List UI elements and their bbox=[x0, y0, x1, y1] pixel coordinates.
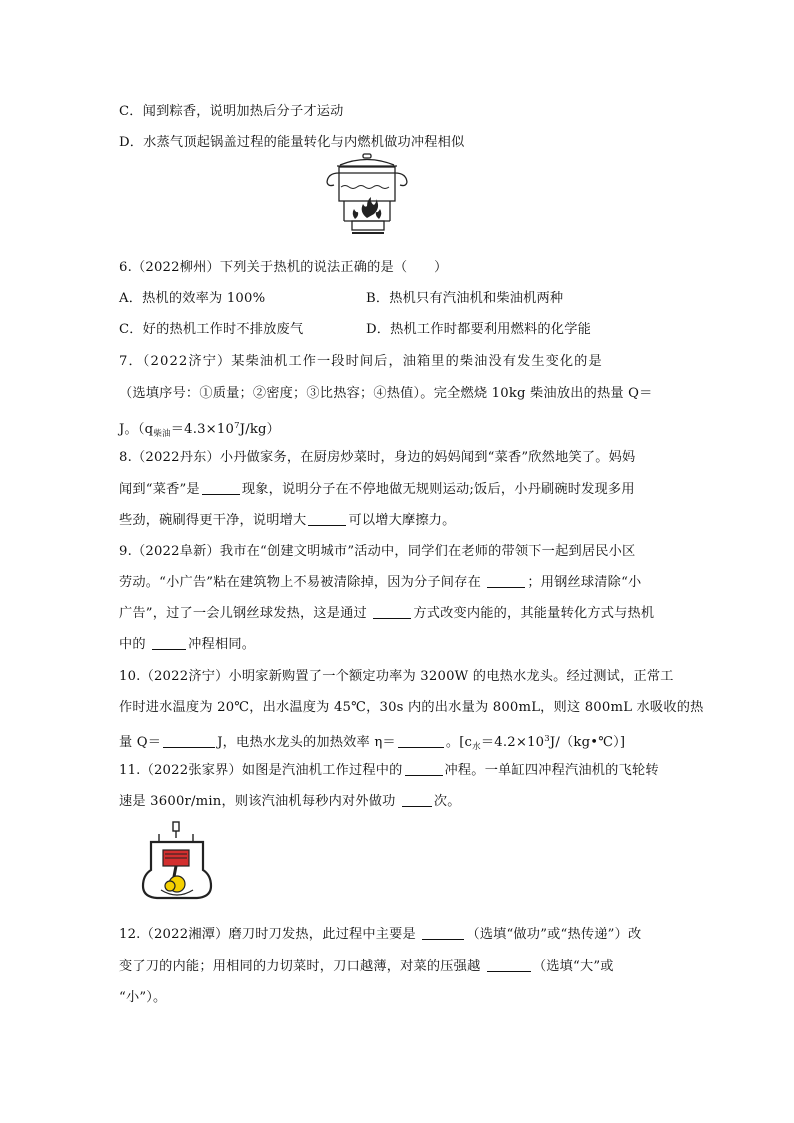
q12-blank-2[interactable] bbox=[487, 957, 531, 972]
q11-text: 次。 bbox=[433, 794, 461, 809]
q5-option-d: D．水蒸气顶起锅盖过程的能量转化与内燃机做功冲程相似 bbox=[119, 135, 465, 150]
q10-blank-2[interactable] bbox=[398, 733, 444, 748]
q11-text: 冲程。一单缸四冲程汽油机的飞轮转 bbox=[444, 763, 659, 778]
q10-text: J/（kg•℃）] bbox=[549, 735, 626, 750]
q9-line-2 bbox=[119, 573, 641, 593]
q12-line-1 bbox=[119, 925, 641, 945]
q10-superscript: 3 bbox=[544, 734, 550, 744]
q9-text: 劳动。“小广告”粘在建筑物上不易被清除掉，因为分子间存在 bbox=[119, 575, 486, 590]
q10-subscript: 水 bbox=[472, 742, 481, 752]
q10-line-2: 作时进水温度为 20℃，出水温度为 45℃，30s 内的出水量为 800mL，则这 800mL 水吸收的热 bbox=[119, 700, 704, 715]
q8-line-2 bbox=[119, 480, 635, 500]
q9-text: 方式改变内能的，其能量转化方式与热机 bbox=[413, 606, 655, 621]
q9-line-4 bbox=[119, 635, 255, 655]
q7-text: J。（q bbox=[119, 422, 154, 437]
q6-option-c: C．好的热机工作时不排放废气 bbox=[119, 322, 304, 337]
q6-option-b: B．热机只有汽油机和柴油机两种 bbox=[366, 291, 564, 306]
steam-pot-figure bbox=[322, 151, 412, 236]
engine-cylinder-figure bbox=[137, 820, 217, 900]
q8-line-1: 8.（2022丹东）小丹做家务，在厨房炒菜时，身边的妈妈闻到“菜香”欣然地笑了。妈妈 bbox=[119, 450, 636, 465]
q10-text: J，电热水龙头的加热效率 η＝ bbox=[217, 735, 396, 750]
q11-blank-2[interactable] bbox=[402, 792, 432, 807]
q12-line-3: “小”）。 bbox=[119, 990, 167, 1005]
q7-line-1: 7．（2022济宁）某柴油机工作一段时间后，油箱里的柴油没有发生变化的是 bbox=[119, 354, 603, 369]
q7-text: ＝4.3×10 bbox=[170, 422, 235, 437]
q8-text: 可以增大摩擦力。 bbox=[348, 513, 456, 528]
q9-text: 冲程相同。 bbox=[188, 637, 256, 652]
q12-text: 12.（2022湘潭）磨刀时刀发热，此过程中主要是 bbox=[119, 927, 421, 942]
q7-superscript: 7 bbox=[234, 421, 240, 431]
q5-option-c: C．闻到粽香，说明加热后分子才运动 bbox=[119, 104, 344, 119]
q12-text: 变了刀的内能；用相同的力切菜时，刀口越薄，对菜的压强越 bbox=[119, 959, 485, 974]
q11-line-1 bbox=[119, 761, 659, 781]
q10-line-1: 10.（2022济宁）小明家新购置了一个额定功率为 3200W 的电热水龙头。经过测试，正常工 bbox=[119, 669, 674, 684]
q11-text: 速是 3600r/min，则该汽油机每秒内对外做功 bbox=[119, 794, 400, 809]
q7-line-2: （选填序号：①质量；②密度；③比热容；④热值）。完全燃烧 10kg 柴油放出的热量 Q＝ bbox=[119, 386, 653, 401]
q10-text: ＝4.2×10 bbox=[480, 735, 545, 750]
q10-text: 量 Q＝ bbox=[119, 735, 162, 750]
q12-text: （选填“做功”或“热传递”）改 bbox=[466, 927, 642, 942]
q12-blank-1[interactable] bbox=[422, 925, 464, 940]
q11-blank-1[interactable] bbox=[405, 761, 443, 776]
q9-line-3 bbox=[119, 604, 654, 624]
q6-stem: 6.（2022柳州）下列关于热机的说法正确的是（ ） bbox=[119, 260, 448, 275]
q12-text: （选填“大”或 bbox=[532, 959, 614, 974]
q9-blank-3[interactable] bbox=[152, 635, 186, 650]
q11-text: 11.（2022张家界）如图是汽油机工作过程中的 bbox=[119, 763, 403, 778]
q9-text: 广告”，过了一会儿钢丝球发热，这是通过 bbox=[119, 606, 372, 621]
q9-blank-2[interactable] bbox=[373, 604, 411, 619]
q7-line-3 bbox=[119, 416, 280, 444]
q9-blank-1[interactable] bbox=[487, 573, 525, 588]
q8-text: 闻到“菜香”是 bbox=[119, 482, 200, 497]
q9-text: 中的 bbox=[119, 637, 151, 652]
q7-subscript: 柴油 bbox=[153, 429, 171, 439]
q8-line-3 bbox=[119, 511, 456, 531]
q7-text: J/kg） bbox=[239, 422, 281, 437]
q12-line-2 bbox=[119, 957, 614, 977]
q11-line-2 bbox=[119, 792, 461, 812]
q9-line-1: 9.（2022阜新）我市在“创建文明城市”活动中，同学们在老师的带领下一起到居民小区 bbox=[119, 544, 636, 559]
q8-blank-2[interactable] bbox=[308, 511, 346, 526]
q6-option-a: A．热机的效率为 100% bbox=[119, 291, 266, 306]
q9-text: ；用钢丝球清除“小 bbox=[527, 575, 642, 590]
q8-blank-1[interactable] bbox=[202, 480, 240, 495]
q10-blank-1[interactable] bbox=[163, 733, 215, 748]
q10-text: 。[c bbox=[445, 735, 473, 750]
q8-text: 些劲，碗刷得更干净，说明增大 bbox=[119, 513, 307, 528]
q8-text: 现象，说明分子在不停地做无规则运动;饭后，小丹刷碗时发现多用 bbox=[241, 482, 635, 497]
q10-line-3 bbox=[119, 729, 625, 757]
q6-option-d: D．热机工作时都要利用燃料的化学能 bbox=[366, 322, 591, 337]
